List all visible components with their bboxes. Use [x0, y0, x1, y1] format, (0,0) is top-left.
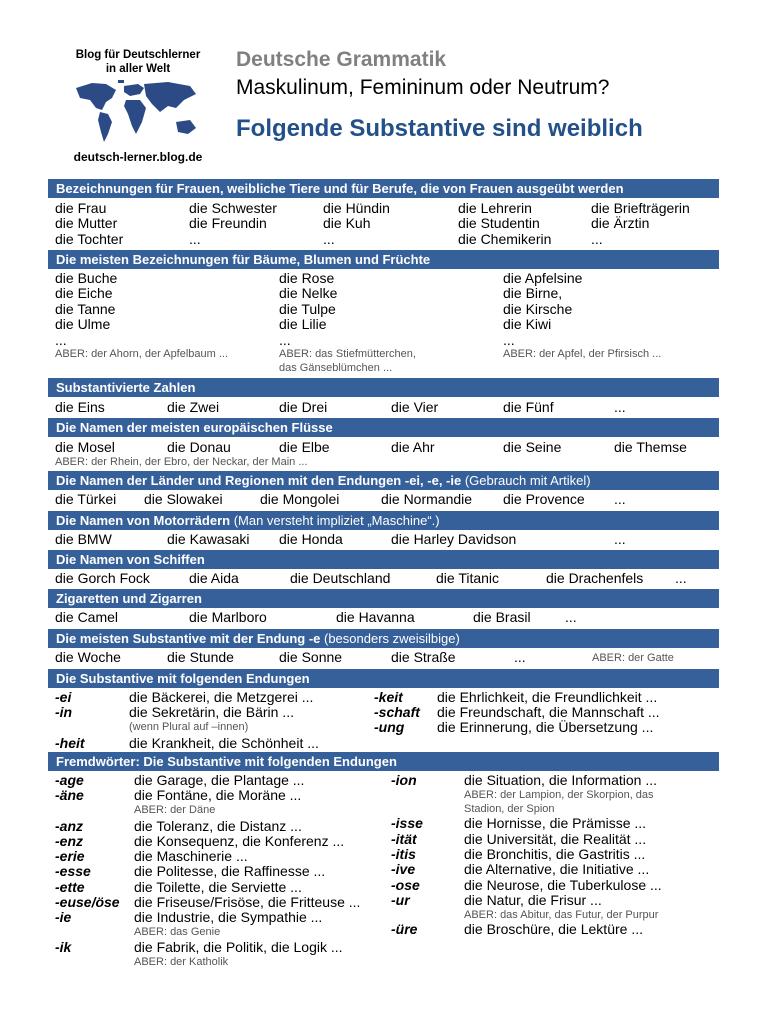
word: die BMW [55, 531, 112, 547]
aber-note: ABER: das Stiefmütterchen, [279, 348, 416, 360]
word: ... [614, 491, 626, 507]
word: ... [503, 332, 515, 348]
blog-logo[interactable] [62, 44, 214, 168]
word: die Natur, die Frisur ... [464, 892, 602, 908]
word: die Kiwi [503, 316, 552, 332]
word: die Kuh [323, 215, 371, 231]
word: die Kirsche [503, 301, 573, 317]
page-subtitle: Deutsche Grammatik [236, 48, 447, 71]
ending: -ette [55, 879, 85, 895]
word: die Freundin [189, 215, 267, 231]
word: ... [323, 231, 335, 247]
word: ... [55, 332, 67, 348]
aber-note: ABER: der Ahorn, der Apfelbaum ... [55, 348, 229, 360]
logo-line-2: in aller Welt [105, 63, 171, 75]
word: die Briefträgerin [591, 200, 690, 216]
word: die Broschüre, die Lektüre ... [464, 921, 643, 937]
word: ... [565, 609, 577, 625]
word: die Honda [279, 531, 343, 547]
section-title: Die Namen von Motorrädern [56, 513, 231, 528]
word: die Krankheit, die Schönheit ... [129, 735, 319, 751]
word: die Tochter [55, 231, 124, 247]
word: die Havanna [336, 609, 415, 625]
word: die Chemikerin [458, 231, 552, 247]
ending: -itis [391, 846, 416, 862]
word: die Donau [167, 439, 231, 455]
word: die Toleranz, die Distanz ... [134, 818, 302, 834]
logo-line-1: Blog für Deutschlerner [75, 49, 201, 61]
aber-note: Stadion, der Spion [464, 803, 555, 815]
word: die Elbe [279, 439, 330, 455]
word: die Toilette, die Serviette ... [134, 879, 302, 895]
word: die Maschinerie ... [134, 848, 248, 864]
word: die Freundschaft, die Mannschaft ... [437, 704, 660, 720]
page-question: Maskulinum, Femininum oder Neutrum? [236, 76, 610, 99]
word: die Mosel [55, 439, 115, 455]
word: ... [675, 570, 687, 586]
section-trees-flowers-header: Die meisten Bezeichnungen für Bäume, Blumen und Früchte [48, 250, 719, 269]
ending: -anz [55, 818, 83, 834]
word: die Bäckerei, die Metzgerei ... [129, 689, 314, 705]
word: ... [591, 231, 603, 247]
word: die Fünf [503, 399, 554, 415]
ending: -schaft [374, 704, 420, 720]
page-title: Folgende Substantive sind weiblich [236, 115, 643, 142]
section-foreign-words-header: Fremdwörter: Die Substantive mit folgenden Endungen [48, 752, 719, 771]
word: die Industrie, die Sympathie ... [134, 909, 323, 925]
section-motorcycles-header [48, 511, 719, 530]
word: die Schwester [189, 200, 277, 216]
ending: -erie [55, 848, 85, 864]
word: die Deutschland [290, 570, 391, 586]
word: die Tulpe [279, 301, 336, 317]
section-ships-header: Die Namen von Schiffen [48, 550, 719, 569]
ending: -ose [391, 877, 420, 893]
word: die Tanne [55, 301, 116, 317]
aber-note: das Gänseblümchen ... [279, 362, 393, 374]
word: die Provence [503, 491, 585, 507]
word: die Sekretärin, die Bärin ... [129, 704, 294, 720]
word: die Vier [391, 399, 439, 415]
word: die Woche [55, 649, 121, 665]
word: die Harley Davidson [391, 531, 517, 547]
word: die Aida [189, 570, 239, 586]
word: die Garage, die Plantage ... [134, 772, 305, 788]
ending: -ie [55, 909, 72, 925]
word: ... [279, 332, 291, 348]
word: die Türkei [55, 491, 117, 507]
ending: -ive [391, 861, 416, 877]
word: die Bronchitis, die Gastritis ... [464, 846, 646, 862]
word: die Gorch Fock [55, 570, 150, 586]
section-cigarettes-header: Zigaretten und Zigarren [48, 589, 719, 608]
world-map-icon [72, 78, 204, 146]
section-women-professions-header: Bezeichnungen für Frauen, weibliche Tiere und für Berufe, die von Frauen ausgeübt werden [48, 179, 719, 198]
word: die Neurose, die Tuberkulose ... [464, 877, 662, 893]
word: ... [614, 531, 626, 547]
ending: -age [55, 772, 84, 788]
word: die Universität, die Realität ... [464, 831, 647, 847]
word: die Drei [279, 399, 328, 415]
word: die Mutter [55, 215, 118, 231]
word: die Eins [55, 399, 105, 415]
aber-note: ABER: das Genie [134, 926, 221, 938]
ending: -ität [391, 831, 417, 847]
word: die Alternative, die Initiative ... [464, 861, 650, 877]
word: die Kawasaki [167, 531, 250, 547]
ending: -enz [55, 833, 83, 849]
word: die Titanic [436, 570, 500, 586]
word: die Lilie [279, 316, 327, 332]
word: die Brasil [473, 609, 531, 625]
section-ending-e-header [48, 629, 719, 648]
note: (wenn Plural auf –innen) [129, 721, 249, 733]
ending: -keit [374, 689, 403, 705]
word: die Nelke [279, 285, 338, 301]
word: die Lehrerin [458, 200, 532, 216]
word: die Fontäne, die Moräne ... [134, 787, 302, 803]
word: ... [514, 649, 526, 665]
word: die Situation, die Information ... [464, 772, 657, 788]
word: die Drachenfels [546, 570, 644, 586]
ending: -äne [55, 787, 84, 803]
word: ... [189, 231, 201, 247]
word: die Fabrik, die Politik, die Logik ... [134, 939, 343, 955]
ending: -euse/öse [55, 894, 120, 910]
word: die Seine [503, 439, 562, 455]
word: die Slowakei [144, 491, 223, 507]
word: die Sonne [279, 649, 343, 665]
section-note: (besonders zweisilbige) [320, 631, 460, 646]
word: die Straße [391, 649, 456, 665]
word: die Politesse, die Raffinesse ... [134, 863, 326, 879]
aber-note: ABER: der Rhein, der Ebro, der Neckar, der Main ... [55, 456, 308, 468]
ending: -ik [55, 939, 72, 955]
ending: -ur [391, 892, 410, 908]
word: die Konsequenz, die Konferenz ... [134, 833, 345, 849]
word: die Zwei [167, 399, 220, 415]
word: die Camel [55, 609, 119, 625]
section-rivers-header: Die Namen der meisten europäischen Flüsse [48, 418, 719, 437]
word: die Birne, [503, 285, 563, 301]
word: die Eiche [55, 285, 113, 301]
word: die Stunde [167, 649, 234, 665]
word: die Buche [55, 270, 118, 286]
aber-note: ABER: der Gatte [592, 652, 674, 664]
section-note: (Man versteht impliziet „Maschine“.) [230, 513, 440, 528]
word: die Marlboro [189, 609, 267, 625]
word: die Ehrlichkeit, die Freundlichkeit ... [437, 689, 658, 705]
ending: -ion [391, 772, 417, 788]
section-title: Die meisten Substantive mit der Endung -e [56, 631, 321, 646]
logo-url: deutsch-lerner.blog.de [73, 150, 203, 164]
word: die Apfelsine [503, 270, 583, 286]
word: ... [614, 399, 626, 415]
word: die Hündin [323, 200, 390, 216]
word: die Erinnerung, die Übersetzung ... [437, 719, 654, 735]
word: die Rose [279, 270, 335, 286]
word: die Mongolei [260, 491, 340, 507]
word: die Themse [614, 439, 687, 455]
ending: -ung [374, 719, 405, 735]
word: die Hornisse, die Prämisse ... [464, 815, 647, 831]
aber-note: ABER: der Lampion, der Skorpion, das [464, 789, 654, 801]
word: die Friseuse/Frisöse, die Fritteuse ... [134, 894, 361, 910]
word: die Ahr [391, 439, 435, 455]
word: die Frau [55, 200, 107, 216]
section-note: (Gebrauch mit Artikel) [461, 473, 591, 488]
word: die Ulme [55, 316, 111, 332]
aber-note: ABER: der Apfel, der Pfirsisch ... [503, 348, 662, 360]
ending: -üre [391, 921, 418, 937]
word: die Normandie [381, 491, 473, 507]
aber-note: ABER: der Däne [134, 804, 216, 816]
aber-note: ABER: das Abitur, das Futur, der Purpur [464, 909, 659, 921]
ending: -esse [55, 863, 91, 879]
aber-note: ABER: der Katholik [134, 956, 229, 968]
ending: -heit [55, 735, 85, 751]
section-title: Die Namen der Länder und Regionen mit den Endungen -ei, -e, -ie [56, 473, 462, 488]
section-endings-header: Die Substantive mit folgenden Endungen [48, 669, 719, 688]
ending: -ei [55, 689, 72, 705]
ending: -isse [391, 815, 423, 831]
word: die Studentin [458, 215, 540, 231]
word: die Ärztin [591, 215, 650, 231]
section-numbers-header: Substantivierte Zahlen [48, 378, 719, 397]
section-countries-header [48, 471, 719, 490]
ending: -in [55, 704, 73, 720]
